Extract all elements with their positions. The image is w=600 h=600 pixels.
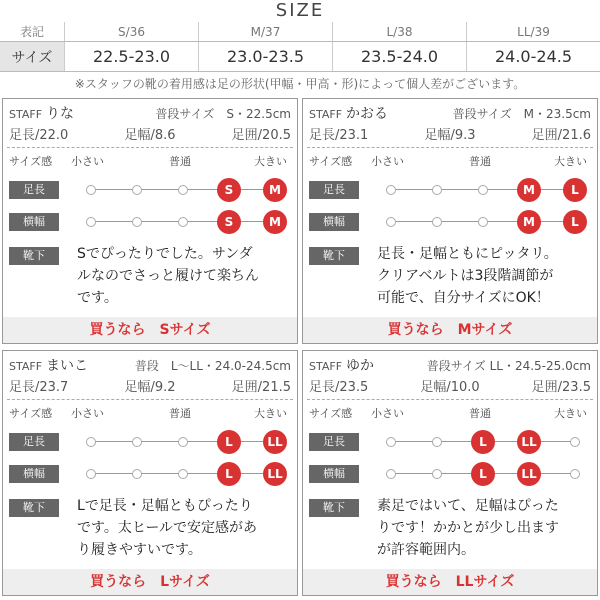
- size-table: [0, 22, 600, 72]
- recommended-size: 買うなら Mサイズ: [303, 317, 597, 343]
- size-scale: [91, 178, 281, 202]
- length-tag: 足長: [309, 433, 359, 451]
- dashed-divider: [307, 147, 593, 148]
- scale-tick: [178, 217, 188, 227]
- scale-tick: [386, 437, 396, 447]
- foot-length: 足長/23.5: [309, 379, 369, 395]
- fit-section-label: サイズ感: [9, 155, 53, 168]
- scale-tick: [132, 185, 142, 195]
- scale-tick: [386, 469, 396, 479]
- staff-name: りな: [46, 106, 75, 122]
- size-label-l: L/38: [332, 22, 466, 41]
- staff-label: STAFF: [309, 360, 343, 373]
- comment-line: ルなのでさっと履けて楽ちん: [77, 268, 259, 284]
- recommended-size: 買うなら Lサイズ: [3, 569, 297, 595]
- scale-header: [303, 403, 597, 421]
- foot-width: 足幅/9.2: [124, 379, 176, 395]
- comment-line: Lで足長・足幅ともぴったり: [77, 498, 253, 514]
- scale-label-normal: 普通: [469, 407, 491, 420]
- scale-tick: [478, 185, 488, 195]
- size-label-m: M/37: [198, 22, 332, 41]
- size-table-header-label: 表記: [19, 25, 44, 39]
- size-marker: L: [563, 178, 587, 202]
- recommended-size: 買うなら LLサイズ: [303, 569, 597, 595]
- scale-tick: [570, 437, 580, 447]
- size-value-l: 23.5-24.0: [332, 42, 466, 71]
- size-marker: L: [471, 430, 495, 454]
- scale-label-normal: 普通: [169, 407, 191, 420]
- scale-header: [3, 403, 297, 421]
- size-label-s: S/36: [64, 22, 198, 41]
- size-marker: LL: [263, 462, 287, 486]
- usual-size: 普段サイズ LL・24.5-25.0cm: [426, 359, 591, 373]
- fit-section-label: サイズ感: [309, 407, 353, 420]
- foot-girth: 足囲/23.5: [531, 379, 591, 395]
- usual-size: 普段サイズ S・22.5cm: [155, 107, 291, 121]
- scale-tick: [432, 469, 442, 479]
- foot-measurements: [309, 123, 591, 143]
- shoe-tag: 靴下: [9, 247, 59, 265]
- scale-header: [3, 151, 297, 169]
- scale-tick: [132, 437, 142, 447]
- staff-name: まいこ: [46, 358, 89, 374]
- size-scale: [391, 178, 579, 202]
- scale-tick: [86, 185, 96, 195]
- foot-girth: 足囲/20.5: [231, 127, 291, 143]
- size-scale: [91, 430, 283, 454]
- staff-label: STAFF: [9, 108, 43, 121]
- width-tag: 横幅: [309, 465, 359, 483]
- staff-name: ゆか: [346, 358, 375, 374]
- comment-line: です。: [77, 290, 118, 306]
- scale-tick: [178, 437, 188, 447]
- scale-tick: [478, 217, 488, 227]
- foot-length: 足長/22.0: [9, 127, 69, 143]
- size-scale: [91, 462, 283, 486]
- scale-label-big: 大きい: [254, 407, 287, 420]
- scale-tick: [570, 469, 580, 479]
- size-marker: S: [217, 210, 241, 234]
- dashed-divider: [307, 399, 593, 400]
- size-table-value-row: [0, 42, 600, 72]
- length-tag: 足長: [309, 181, 359, 199]
- scale-label-big: 大きい: [554, 407, 587, 420]
- staff-comment: [77, 495, 293, 565]
- comment-line: クリアベルトは3段階調節が: [377, 268, 554, 284]
- size-marker: L: [563, 210, 587, 234]
- size-label-ll: LL/39: [466, 22, 600, 41]
- fit-section-label: サイズ感: [309, 155, 353, 168]
- size-marker: L: [471, 462, 495, 486]
- staff-header: [3, 99, 297, 147]
- scale-tick: [132, 217, 142, 227]
- comment-line: 可能で、自分サイズにOK！: [377, 290, 550, 306]
- length-tag: 足長: [9, 181, 59, 199]
- comment-line: Sでぴったりでした。サンダ: [77, 246, 253, 262]
- size-marker: L: [217, 462, 241, 486]
- foot-measurements: [9, 375, 291, 395]
- fit-section-label: サイズ感: [9, 407, 53, 420]
- size-marker: S: [217, 178, 241, 202]
- staff-header: [3, 351, 297, 399]
- size-marker: M: [263, 210, 287, 234]
- size-marker: L: [217, 430, 241, 454]
- staff-name-row: [309, 355, 591, 375]
- scale-label-small: 小さい: [371, 155, 404, 168]
- usual-size: 普段サイズ M・23.5cm: [452, 107, 591, 121]
- scale-tick: [178, 469, 188, 479]
- dashed-divider: [7, 147, 293, 148]
- foot-measurements: [309, 375, 591, 395]
- size-marker: M: [517, 178, 541, 202]
- comment-line: りです！かかとが少し出ます: [377, 520, 559, 536]
- staff-name-row: [9, 355, 291, 375]
- recommended-size: 買うなら Sサイズ: [3, 317, 297, 343]
- scale-tick: [86, 217, 96, 227]
- size-marker: LL: [517, 462, 541, 486]
- comment-line: 素足ではいて、足幅はぴった: [377, 498, 559, 514]
- shoe-tag: 靴下: [9, 499, 59, 517]
- size-table-row-label: サイズ: [0, 42, 64, 71]
- staff-name: かおる: [346, 106, 389, 122]
- staff-label: STAFF: [309, 108, 343, 121]
- foot-width: 足幅/10.0: [420, 379, 480, 395]
- comment-line: です。太ヒールで安定感があ: [77, 520, 258, 536]
- size-marker: LL: [517, 430, 541, 454]
- scale-label-small: 小さい: [371, 407, 404, 420]
- scale-tick: [386, 185, 396, 195]
- staff-label: STAFF: [9, 360, 43, 373]
- scale-tick: [178, 185, 188, 195]
- scale-tick: [86, 469, 96, 479]
- size-scale: [391, 462, 575, 486]
- staff-card: [302, 350, 598, 596]
- comment-line: り履きやすいです。: [77, 542, 202, 558]
- size-marker: M: [263, 178, 287, 202]
- foot-length: 足長/23.7: [9, 379, 69, 395]
- scale-label-small: 小さい: [71, 155, 104, 168]
- scale-header: [303, 151, 597, 169]
- scale-label-small: 小さい: [71, 407, 104, 420]
- staff-comment: [377, 495, 593, 565]
- staff-comment: [377, 243, 593, 313]
- shoe-tag: 靴下: [309, 247, 359, 265]
- foot-girth: 足囲/21.6: [531, 127, 591, 143]
- size-scale: [391, 210, 579, 234]
- scale-label-normal: 普通: [169, 155, 191, 168]
- foot-width: 足幅/8.6: [124, 127, 176, 143]
- usual-size: 普段 L〜LL・24.0-24.5cm: [134, 359, 291, 373]
- scale-tick: [432, 217, 442, 227]
- length-tag: 足長: [9, 433, 59, 451]
- foot-length: 足長/23.1: [309, 127, 369, 143]
- staff-card: [2, 98, 298, 344]
- size-scale: [91, 210, 281, 234]
- staff-header: [303, 351, 597, 399]
- scale-label-big: 大きい: [254, 155, 287, 168]
- size-title: SIZE: [275, 0, 325, 21]
- scale-tick: [386, 217, 396, 227]
- staff-header: [303, 99, 597, 147]
- comment-line: 足長・足幅ともにピッタリ。: [377, 246, 558, 262]
- staff-card: [302, 98, 598, 344]
- foot-measurements: [9, 123, 291, 143]
- staff-card: [2, 350, 298, 596]
- scale-tick: [86, 437, 96, 447]
- staff-name-row: [9, 103, 291, 123]
- size-marker: LL: [263, 430, 287, 454]
- scale-tick: [132, 469, 142, 479]
- scale-tick: [432, 185, 442, 195]
- size-value-ll: 24.0-24.5: [466, 42, 600, 71]
- size-scale: [391, 430, 575, 454]
- size-table-header-row: [0, 22, 600, 42]
- shoe-tag: 靴下: [309, 499, 359, 517]
- width-tag: 横幅: [9, 213, 59, 231]
- scale-tick: [432, 437, 442, 447]
- width-tag: 横幅: [9, 465, 59, 483]
- foot-girth: 足囲/21.5: [231, 379, 291, 395]
- scale-label-big: 大きい: [554, 155, 587, 168]
- scale-label-normal: 普通: [469, 155, 491, 168]
- foot-width: 足幅/9.3: [424, 127, 476, 143]
- size-marker: M: [517, 210, 541, 234]
- width-tag: 横幅: [309, 213, 359, 231]
- dashed-divider: [7, 399, 293, 400]
- fit-note: ※スタッフの靴の着用感は足の形状(甲幅・甲高・形)によって個人差がございます。: [74, 77, 526, 91]
- comment-line: が許容範囲内。: [377, 542, 475, 558]
- staff-name-row: [309, 103, 591, 123]
- size-value-s: 22.5-23.0: [64, 42, 198, 71]
- size-value-m: 23.0-23.5: [198, 42, 332, 71]
- staff-comment: [77, 243, 293, 313]
